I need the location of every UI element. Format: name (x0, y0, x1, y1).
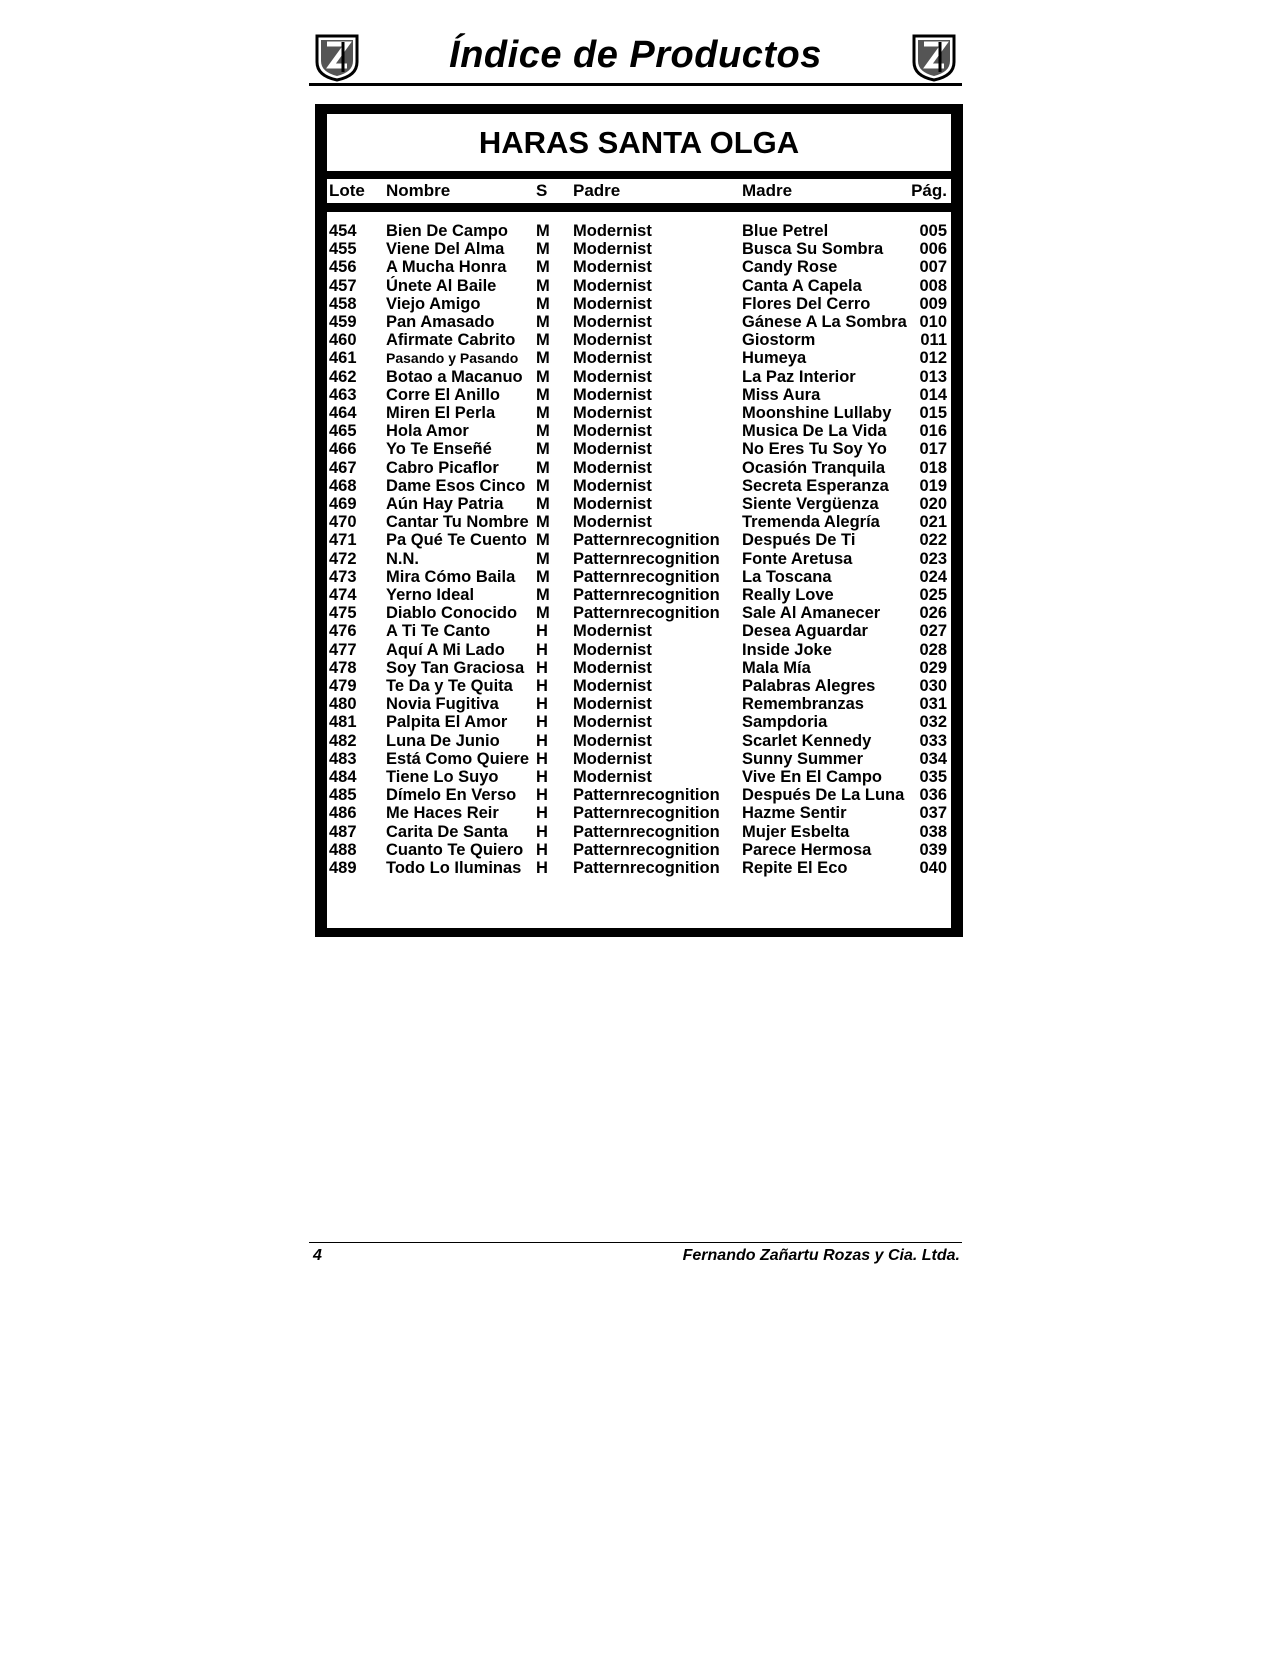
cell-lote: 485 (329, 786, 357, 805)
cell-padre: Modernist (573, 422, 652, 441)
cell-nombre: Pan Amasado (386, 313, 495, 331)
cell-sexo: M (536, 458, 550, 477)
cell-padre: Patternrecognition (573, 531, 720, 550)
table-row (327, 313, 951, 332)
cell-sexo: M (536, 549, 550, 568)
zr-shield-logo-icon (910, 32, 958, 82)
cell-padre: Patternrecognition (573, 786, 720, 805)
cell-pagina: 034 (919, 749, 947, 768)
cell-nombre: A Mucha Honra (386, 258, 507, 277)
table-row (327, 713, 951, 732)
cell-lote: 460 (329, 331, 357, 350)
cell-pagina: 015 (919, 404, 947, 422)
table-row (327, 477, 951, 496)
cell-nombre: Pasando y Pasando (386, 350, 519, 367)
cell-madre: Candy Rose (742, 258, 838, 277)
table-row (327, 240, 951, 259)
cell-nombre: Tiene Lo Suyo (386, 768, 499, 786)
table-row (327, 459, 951, 478)
cell-nombre: Diablo Conocido (386, 604, 518, 623)
cell-padre: Modernist (573, 367, 652, 386)
cell-lote: 483 (329, 749, 357, 768)
cell-lote: 466 (329, 440, 357, 459)
cell-sexo: M (536, 331, 550, 350)
cell-lote: 487 (329, 822, 357, 841)
table-row (327, 586, 951, 605)
cell-madre: Vive En El Campo (742, 768, 882, 786)
cell-lote: 469 (329, 495, 357, 513)
cell-madre: Mujer Esbelta (742, 822, 850, 841)
cell-nombre: Miren El Perla (386, 404, 496, 422)
table-row (327, 604, 951, 623)
cell-padre: Modernist (573, 749, 652, 768)
cell-lote: 482 (329, 731, 357, 750)
cell-madre: Desea Aguardar (742, 622, 868, 641)
cell-lote: 456 (329, 258, 357, 277)
table-row (327, 222, 951, 241)
page-header (309, 30, 962, 86)
cell-nombre: Soy Tan Graciosa (386, 658, 525, 677)
table-row (327, 804, 951, 823)
cell-sexo: H (536, 768, 548, 786)
cell-lote: 476 (329, 622, 357, 641)
table-row (327, 768, 951, 787)
cell-pagina: 007 (919, 258, 947, 277)
table-row (327, 531, 951, 550)
cell-madre: Fonte Aretusa (742, 549, 853, 568)
cell-padre: Modernist (573, 440, 652, 459)
cell-padre: Modernist (573, 458, 652, 477)
cell-sexo: M (536, 385, 550, 404)
cell-padre: Patternrecognition (573, 840, 720, 859)
cell-pagina: 026 (919, 604, 947, 623)
cell-pagina: 024 (919, 567, 947, 586)
cell-sexo: M (536, 367, 550, 386)
cell-sexo: H (536, 658, 548, 677)
table-row (327, 258, 951, 277)
cell-pagina: 021 (919, 513, 947, 532)
cell-sexo: M (536, 567, 550, 586)
cell-lote: 454 (329, 222, 357, 240)
cell-padre: Modernist (573, 768, 652, 786)
cell-pagina: 016 (919, 422, 947, 441)
cell-nombre: Aún Hay Patria (386, 495, 504, 513)
cell-pagina: 040 (919, 859, 947, 877)
table-row (327, 859, 951, 878)
cell-nombre: Aquí A Mi Lado (386, 640, 505, 659)
cell-madre: Tremenda Alegría (742, 513, 880, 532)
cell-madre: Really Love (742, 586, 834, 604)
table-row (327, 568, 951, 587)
cell-padre: Modernist (573, 695, 652, 714)
cell-madre: Después De La Luna (742, 786, 905, 805)
cell-madre: Miss Aura (742, 385, 821, 404)
cell-nombre: Cuanto Te Quiero (386, 840, 524, 859)
col-header-padre: Padre (573, 181, 621, 200)
table-row (327, 841, 951, 860)
cell-madre: Después De Ti (742, 531, 856, 550)
cell-padre: Modernist (573, 713, 652, 732)
cell-pagina: 008 (919, 276, 947, 295)
cell-pagina: 037 (919, 804, 947, 823)
cell-madre: Hazme Sentir (742, 804, 847, 823)
page-footer (309, 1242, 962, 1264)
table-row (327, 349, 951, 368)
cell-sexo: M (536, 604, 550, 623)
cell-lote: 455 (329, 240, 357, 259)
cell-lote: 457 (329, 276, 357, 295)
cell-nombre: Dame Esos Cinco (386, 476, 526, 495)
zr-shield-logo-icon (313, 32, 361, 82)
cell-nombre: Viene Del Alma (386, 240, 505, 259)
cell-nombre: Luna De Junio (386, 731, 500, 750)
cell-lote: 470 (329, 513, 357, 532)
table-row (327, 440, 951, 459)
cell-lote: 468 (329, 476, 357, 495)
cell-padre: Modernist (573, 640, 652, 659)
cell-nombre: Novia Fugitiva (386, 695, 499, 714)
cell-padre: Patternrecognition (573, 549, 720, 568)
cell-lote: 459 (329, 313, 357, 331)
cell-lote: 480 (329, 695, 357, 714)
table-row (327, 386, 951, 405)
col-header-lote: Lote (329, 181, 365, 200)
table-row (327, 786, 951, 805)
cell-padre: Modernist (573, 513, 652, 532)
table-row (327, 641, 951, 660)
cell-lote: 458 (329, 294, 357, 313)
cell-lote: 474 (329, 586, 357, 604)
cell-pagina: 028 (919, 640, 947, 659)
cell-madre: La Paz Interior (742, 367, 856, 386)
cell-sexo: H (536, 640, 548, 659)
cell-pagina: 018 (919, 458, 947, 477)
cell-nombre: Mira Cómo Baila (386, 567, 516, 586)
cell-madre: Musica De La Vida (742, 422, 887, 441)
cell-madre: Mala Mía (742, 658, 811, 677)
cell-padre: Modernist (573, 495, 652, 513)
cell-sexo: H (536, 677, 548, 695)
cell-lote: 472 (329, 549, 357, 568)
cell-nombre: Palpita El Amor (386, 713, 508, 732)
cell-sexo: H (536, 695, 548, 714)
cell-madre: Giostorm (742, 331, 816, 350)
cell-lote: 471 (329, 531, 357, 550)
cell-lote: 477 (329, 640, 357, 659)
cell-nombre: Únete Al Baile (386, 276, 497, 295)
col-header-sexo: S (536, 181, 548, 200)
cell-pagina: 019 (919, 476, 947, 495)
table-row (327, 695, 951, 714)
cell-sexo: M (536, 222, 550, 240)
table-row (327, 622, 951, 641)
cell-sexo: M (536, 422, 550, 441)
cell-sexo: H (536, 786, 548, 805)
cell-pagina: 023 (919, 549, 947, 568)
cell-madre: Blue Petrel (742, 222, 829, 240)
cell-padre: Modernist (573, 677, 652, 695)
cell-madre: Siente Vergüenza (742, 495, 879, 513)
cell-nombre: Hola Amor (386, 422, 469, 441)
table-row (327, 404, 951, 423)
cell-nombre: Cantar Tu Nombre (386, 513, 529, 532)
cell-nombre: Bien De Campo (386, 222, 508, 240)
header-rule (309, 83, 962, 86)
cell-lote: 489 (329, 859, 357, 877)
col-header-madre: Madre (742, 181, 793, 200)
cell-lote: 464 (329, 404, 357, 422)
cell-padre: Modernist (573, 294, 652, 313)
cell-nombre: Pa Qué Te Cuento (386, 531, 527, 550)
cell-sexo: M (536, 531, 550, 550)
cell-madre: Inside Joke (742, 640, 832, 659)
cell-lote: 475 (329, 604, 357, 623)
cell-madre: Sampdoria (742, 713, 828, 732)
cell-pagina: 010 (919, 313, 947, 331)
cell-nombre: Afirmate Cabrito (386, 331, 516, 350)
cell-nombre: Yo Te Enseñé (386, 440, 492, 459)
cell-pagina: 030 (919, 677, 947, 695)
table-row (327, 495, 951, 514)
cell-sexo: M (536, 404, 550, 422)
cell-sexo: M (536, 313, 550, 331)
cell-pagina: 009 (919, 294, 947, 313)
table-header (327, 179, 951, 203)
cell-padre: Patternrecognition (573, 604, 720, 623)
table-row (327, 677, 951, 696)
col-header-pagina: Pág. (911, 181, 947, 200)
cell-madre: Busca Su Sombra (742, 240, 884, 259)
cell-pagina: 006 (919, 240, 947, 259)
cell-padre: Patternrecognition (573, 567, 720, 586)
cell-madre: Palabras Alegres (742, 677, 876, 695)
company-name: Fernando Zañartu Rozas y Cia. Ltda. (682, 1247, 960, 1264)
cell-sexo: H (536, 804, 548, 823)
cell-madre: Scarlet Kennedy (742, 731, 872, 750)
cell-pagina: 032 (919, 713, 947, 732)
cell-madre: Parece Hermosa (742, 840, 872, 859)
cell-lote: 486 (329, 804, 357, 823)
cell-pagina: 039 (919, 840, 947, 859)
table-row (327, 513, 951, 532)
cell-lote: 465 (329, 422, 357, 441)
cell-nombre: Viejo Amigo (386, 294, 481, 313)
cell-pagina: 031 (919, 695, 947, 714)
cell-madre: Moonshine Lullaby (742, 404, 892, 422)
cell-pagina: 027 (919, 622, 947, 641)
cell-sexo: M (536, 294, 550, 313)
cell-lote: 478 (329, 658, 357, 677)
cell-padre: Modernist (573, 276, 652, 295)
cell-pagina: 017 (919, 440, 947, 459)
cell-madre: Sale Al Amanecer (742, 604, 881, 623)
table-row (327, 422, 951, 441)
cell-madre: Flores Del Cerro (742, 294, 871, 313)
cell-sexo: M (536, 258, 550, 277)
cell-nombre: Corre El Anillo (386, 385, 500, 404)
cell-padre: Modernist (573, 404, 652, 422)
cell-lote: 473 (329, 567, 357, 586)
page-number: 4 (313, 1247, 322, 1264)
cell-pagina: 005 (919, 222, 947, 240)
cell-madre: Remembranzas (742, 695, 864, 714)
cell-madre: Repite El Eco (742, 859, 848, 877)
cell-sexo: M (536, 240, 550, 259)
table-row (327, 368, 951, 387)
cell-padre: Modernist (573, 222, 652, 240)
col-header-nombre: Nombre (386, 181, 451, 200)
cell-pagina: 022 (919, 531, 947, 550)
cell-padre: Modernist (573, 240, 652, 259)
cell-padre: Modernist (573, 731, 652, 750)
cell-lote: 488 (329, 840, 357, 859)
cell-nombre: Dímelo En Verso (386, 786, 517, 805)
cell-sexo: M (536, 476, 550, 495)
cell-pagina: 036 (919, 786, 947, 805)
cell-madre: Humeya (742, 349, 807, 368)
cell-padre: Patternrecognition (573, 804, 720, 823)
cell-pagina: 025 (919, 586, 947, 604)
cell-lote: 462 (329, 367, 357, 386)
cell-lote: 479 (329, 677, 357, 695)
cell-madre: Canta A Capela (742, 276, 862, 295)
product-index-frame (315, 104, 963, 937)
cell-nombre: N.N. (386, 549, 419, 568)
cell-nombre: Botao a Macanuo (386, 367, 523, 386)
cell-madre: Secreta Esperanza (742, 476, 889, 495)
cell-nombre: Todo Lo Iluminas (386, 859, 522, 877)
cell-madre: Ocasión Tranquila (742, 458, 886, 477)
table-row (327, 732, 951, 751)
cell-padre: Patternrecognition (573, 586, 720, 604)
section-title: HARAS SANTA OLGA (327, 114, 951, 171)
cell-sexo: H (536, 859, 548, 877)
cell-nombre: Carita De Santa (386, 822, 508, 841)
cell-nombre: Yerno Ideal (386, 586, 475, 604)
cell-sexo: M (536, 586, 550, 604)
page-title: Índice de Productos (449, 34, 822, 76)
cell-padre: Modernist (573, 622, 652, 641)
cell-pagina: 014 (919, 385, 947, 404)
cell-pagina: 029 (919, 658, 947, 677)
cell-sexo: H (536, 840, 548, 859)
cell-pagina: 012 (919, 349, 947, 368)
cell-padre: Modernist (573, 331, 652, 350)
cell-padre: Modernist (573, 313, 652, 331)
cell-sexo: H (536, 749, 548, 768)
cell-pagina: 011 (920, 331, 947, 350)
cell-sexo: M (536, 495, 550, 513)
cell-sexo: M (536, 440, 550, 459)
cell-sexo: M (536, 513, 550, 532)
cell-sexo: H (536, 622, 548, 641)
cell-pagina: 033 (919, 731, 947, 750)
table-row (327, 550, 951, 569)
table-row (327, 750, 951, 769)
cell-pagina: 038 (919, 822, 947, 841)
cell-madre: Sunny Summer (742, 749, 864, 768)
table-row (327, 331, 951, 350)
table-row (327, 659, 951, 678)
cell-nombre: Cabro Picaflor (386, 458, 499, 477)
cell-lote: 481 (329, 713, 357, 732)
cell-pagina: 013 (919, 367, 947, 386)
cell-nombre: A Ti Te Canto (386, 622, 491, 641)
cell-padre: Modernist (573, 658, 652, 677)
cell-padre: Modernist (573, 385, 652, 404)
cell-padre: Modernist (573, 258, 652, 277)
cell-nombre: Te Da y Te Quita (386, 677, 513, 695)
table-body (327, 212, 951, 928)
cell-lote: 461 (329, 349, 357, 368)
table-row (327, 295, 951, 314)
cell-madre: No Eres Tu Soy Yo (742, 440, 887, 459)
cell-lote: 484 (329, 768, 357, 786)
cell-pagina: 035 (919, 768, 947, 786)
cell-nombre: Está Como Quiere (386, 749, 530, 768)
cell-padre: Patternrecognition (573, 859, 720, 877)
cell-pagina: 020 (919, 495, 947, 513)
cell-padre: Patternrecognition (573, 822, 720, 841)
table-row (327, 823, 951, 842)
footer-rule (309, 1242, 962, 1243)
cell-sexo: M (536, 349, 550, 368)
cell-sexo: H (536, 731, 548, 750)
cell-sexo: H (536, 822, 548, 841)
cell-lote: 467 (329, 458, 357, 477)
cell-sexo: M (536, 276, 550, 295)
cell-padre: Modernist (573, 349, 652, 368)
cell-sexo: H (536, 713, 548, 732)
cell-madre: La Toscana (742, 567, 832, 586)
cell-nombre: Me Haces Reir (386, 804, 499, 823)
cell-padre: Modernist (573, 476, 652, 495)
cell-lote: 463 (329, 385, 357, 404)
table-row (327, 277, 951, 296)
cell-madre: Gánese A La Sombra (742, 313, 907, 331)
